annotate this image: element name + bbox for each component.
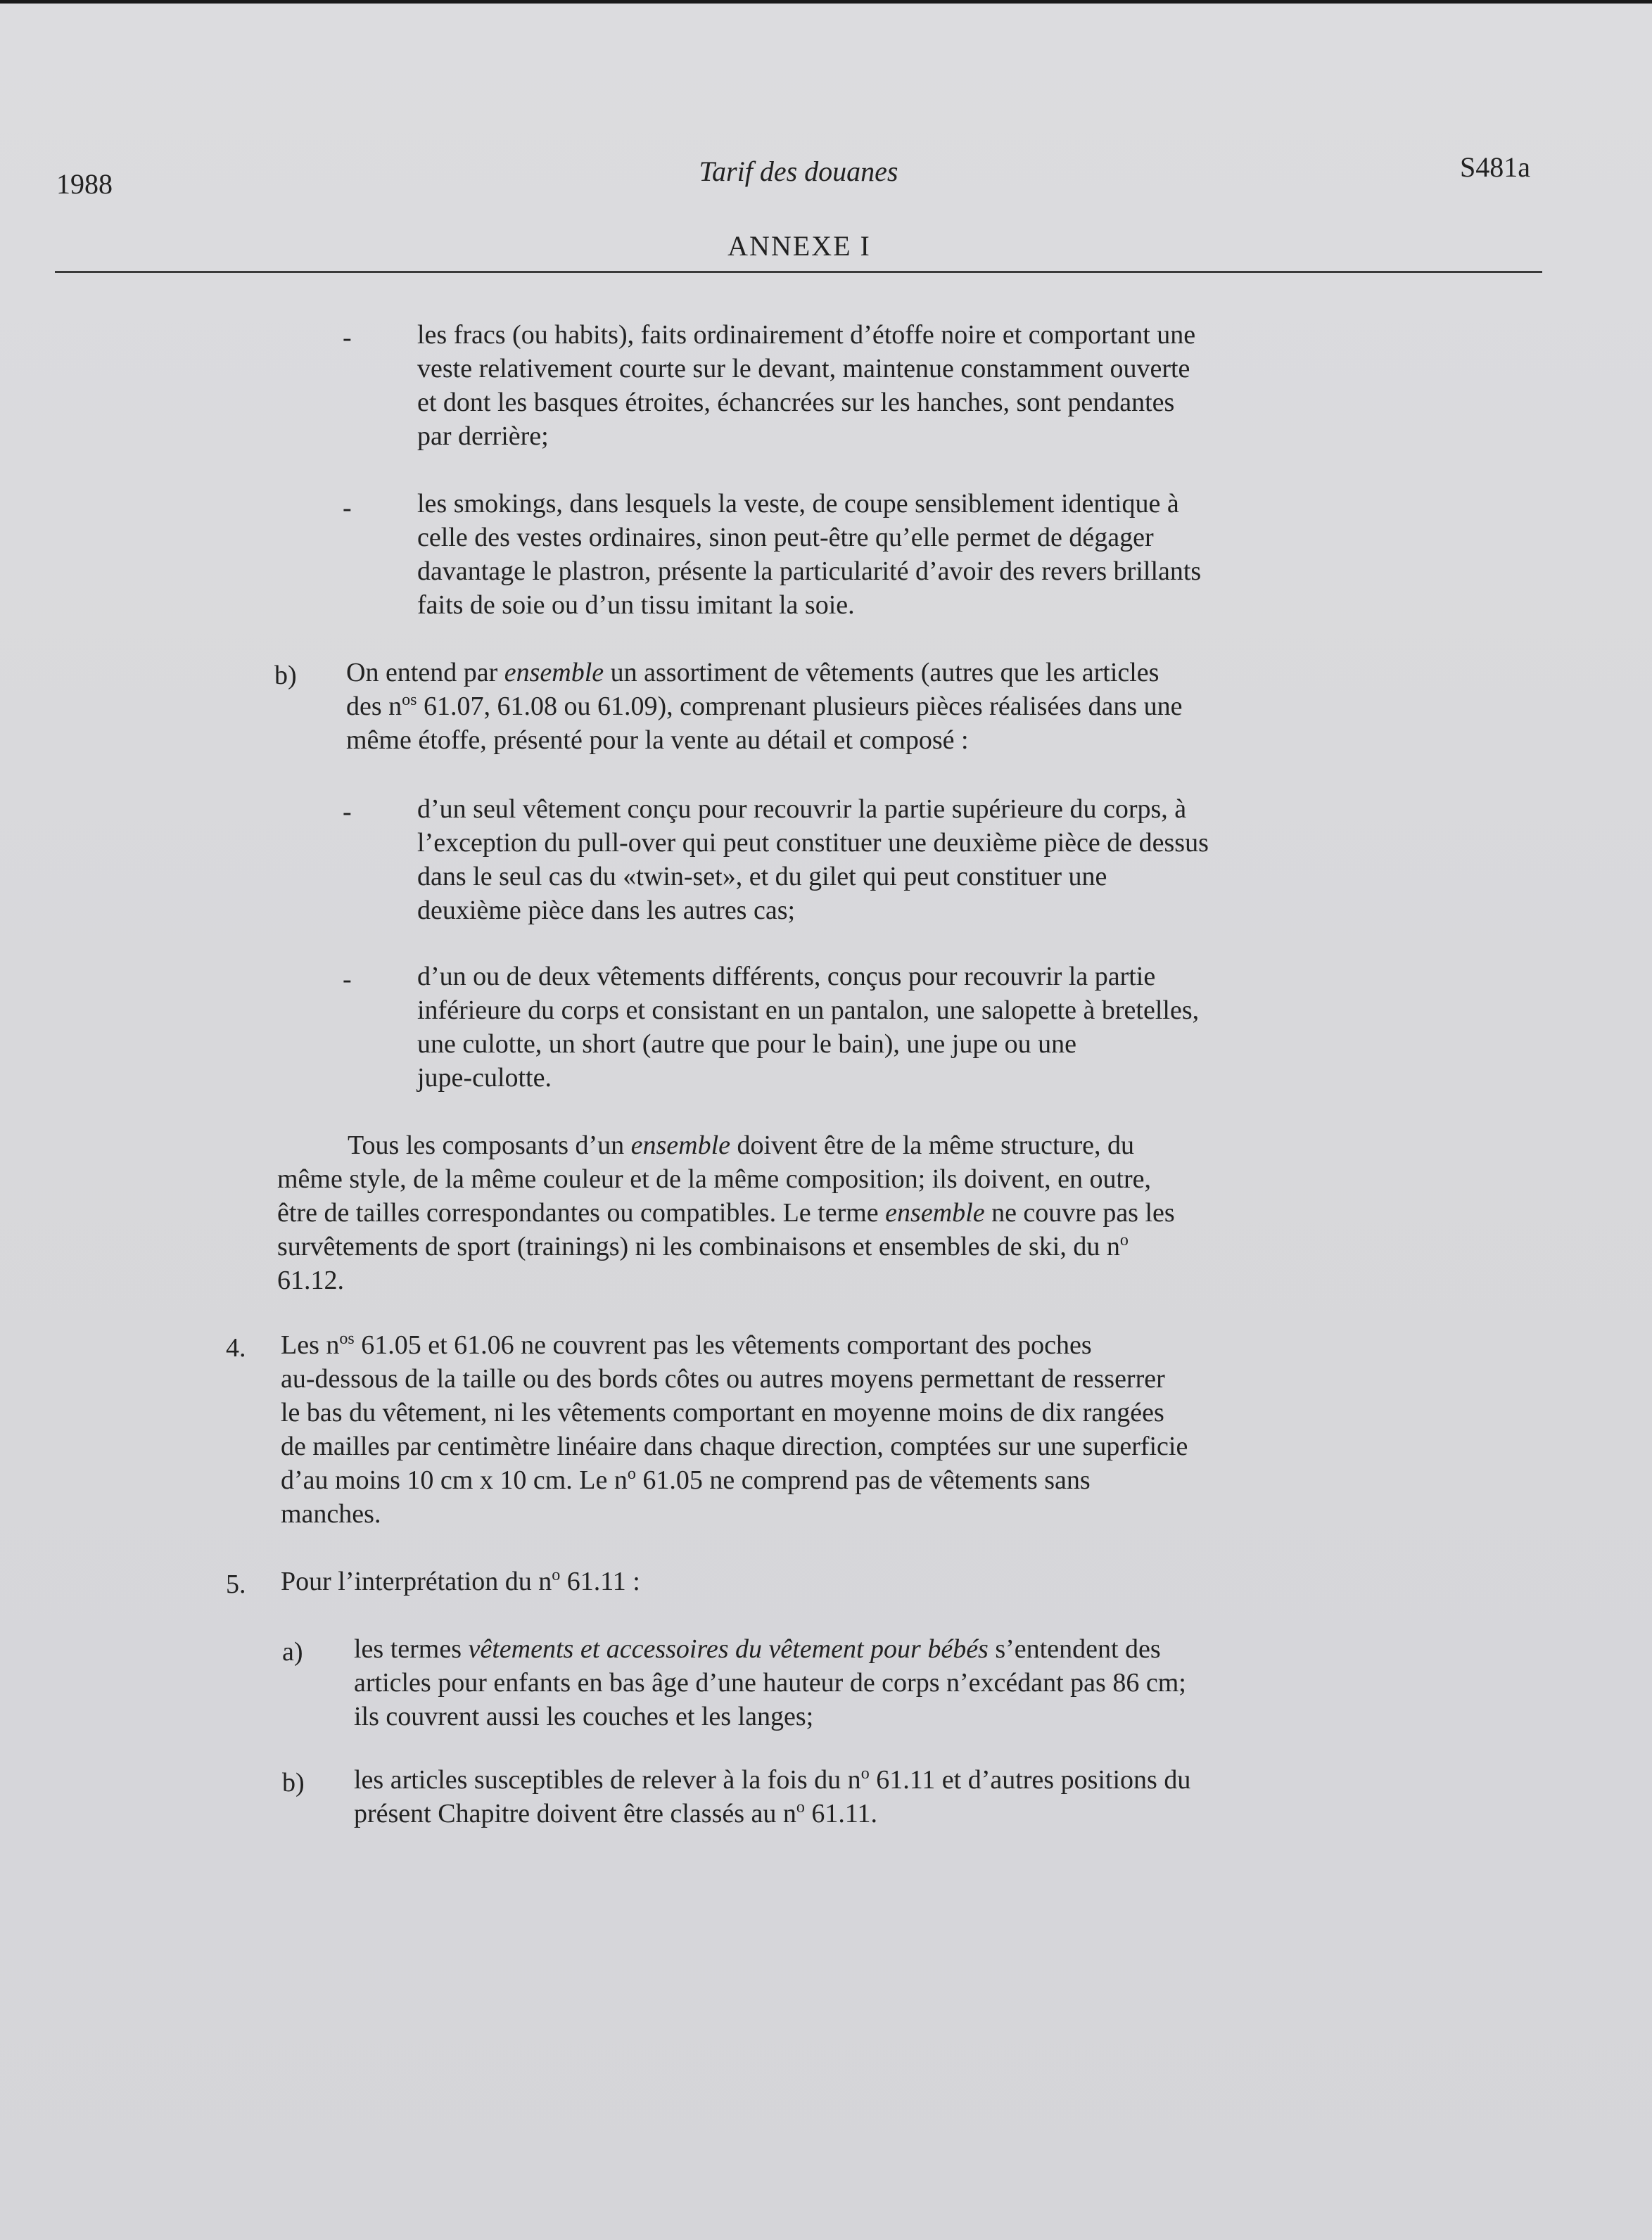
note-5-text: Pour l’interprétation du $n^o$ 61.11 : (281, 1566, 640, 1596)
header-rule (55, 271, 1542, 273)
list-item-fracs: les fracs (ou habits), faits ordinairement d’étoffe noire et comportant une veste relativement courte sur le devant, maintenue constamment ouverte et dont les basques étroites, échancrées sur les hanches, sont pendantes par derrière; (417, 320, 1196, 451)
annex-heading: ANNEXE I (727, 230, 871, 262)
dash-marker: - (343, 493, 352, 523)
ensemble-composition-paragraph: Tous les composants d’un ensemble doivent être de la même structure, du même style, de la même couleur et de la même composition; ils doivent, en outre, être de tailles correspondantes ou compatibles. Le terme ensemble ne couvre pas les survêtements de sport (trainings) ni les combinaisons et ensembles de ski, du $n^o$ 61.12. (277, 1131, 1175, 1295)
note-5a-text: les termes vêtements et accessoires du vêtement pour bébés s’entendent des articles pour enfants en bas âge d’une hauteur de corps n’excédant pas 86 cm; ils couvrent aussi les couches et les langes; (354, 1634, 1186, 1731)
item-label-b: b) (274, 661, 297, 690)
header-page-code: S481a (1460, 151, 1530, 183)
dash-marker: - (343, 797, 352, 827)
list-item-lower-garment: d’un ou de deux vêtements différents, conçus pour recouvrir la partie inférieure du corps et consistant en un pantalon, une salopette à bretelles, une culotte, un short (autre que pour le bain), une jupe ou une jupe-culotte. (417, 962, 1200, 1093)
note-5b-text: les articles susceptibles de relever à la fois du $n^o$ 61.11 et d’autres positions du présent Chapitre doivent être classés au $n^o$ 61.11. (354, 1764, 1191, 1828)
note-5-label-a: a) (282, 1637, 303, 1667)
note-4-text: Les $n^{os}$ 61.05 et 61.06 ne couvrent pas les vêtements comportant des poches au-dessous de la taille ou des bords côtes ou autres moyens permettant de resserrer le bas du vêtement, ni les vêtements comportant en moyenne moins de dix rangées de mailles par centimètre linéaire dans chaque direction, comptées sur une superficie d’au moins 10 cm x 10 cm. Le $n^o$ 61.05 ne comprend pas de vêtements sans manches. (281, 1330, 1188, 1529)
header-year: 1988 (56, 168, 113, 200)
note-number-4: 4. (226, 1333, 246, 1363)
dash-marker: - (343, 323, 352, 352)
list-item-upper-garment: d’un seul vêtement conçu pour recouvrir la partie supérieure du corps, à l’exception du pull-over qui peut constituer une deuxième pièce de dessus dans le seul cas du «twin-set», et du gilet qui peut constituer une deuxième pièce dans les autres cas; (417, 794, 1209, 925)
scan-edge (0, 0, 1652, 4)
list-item-smokings: les smokings, dans lesquels la veste, de coupe sensiblement identique à celle des vestes ordinaires, sinon peut-être qu’elle permet de dégager davantage le plastron, présente la particularité d’avoir des revers brillants faits de soie ou d’un tissu imitant la soie. (417, 489, 1202, 620)
ensemble-definition: On entend par ensemble un assortiment de vêtements (autres que les articles des $n^{os}$ 61.07, 61.08 ou 61.09), comprenant plusieurs pièces réalisées dans une même étoffe, présenté pour la vente au détail et composé : (346, 658, 1183, 755)
note-number-5: 5. (226, 1570, 246, 1599)
header-title: Tarif des douanes (699, 155, 898, 187)
dash-marker: - (343, 965, 352, 994)
note-5-label-b: b) (282, 1768, 305, 1797)
